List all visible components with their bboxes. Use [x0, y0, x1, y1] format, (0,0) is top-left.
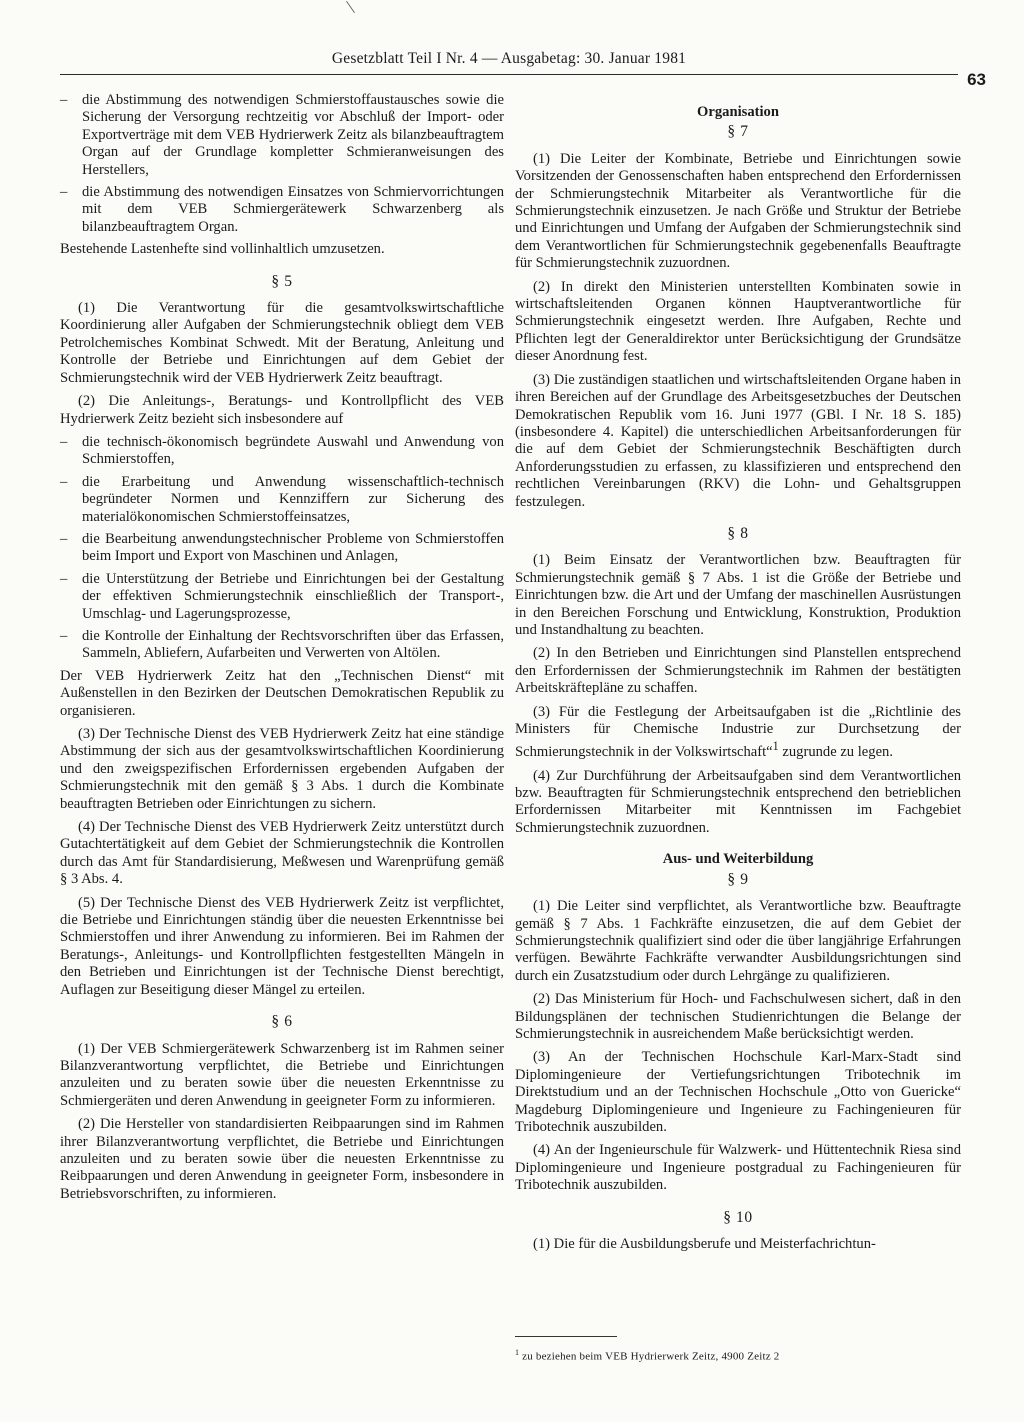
list-item: – die Abstimmung des notwendigen Einsatzes von Schmiervorrichtungen mit dem VEB Schmiergerätewerk Schwarzenberg als bilanzbeauftragtem Organ.	[60, 184, 504, 236]
footnote-marker: 1	[772, 739, 779, 754]
page-number: 63	[967, 70, 986, 89]
list-item: – die Abstimmung des notwendigen Schmierstoffaustausches sowie die Sicherung der Versorgung rechtzeitig vor Abschluß der Import- oder Exportverträge mit dem VEB Hydrierwerk Zeitz als bilanzbeauftragtem Organ auf der Grundlage kompletter Schmieranweisungen des Herstellers,	[60, 92, 504, 179]
header-title: Gesetzblatt Teil I Nr. 4 — Ausgabetag: 30. Januar 1981	[331, 50, 687, 67]
section-heading: § 7	[727, 123, 749, 141]
list-item: – die technisch-ökonomisch begründete Auswahl und Anwendung von Schmierstoffen,	[60, 434, 504, 469]
list-item: – die Bearbeitung anwendungstechnischer Probleme von Schmierstoffen beim Import und Export von Maschinen und Anlagen,	[60, 531, 504, 566]
paragraph: (2) Das Ministerium für Hoch- und Fachschulwesen sichert, daß in den Bildungsplänen der technischen Studienrichtungen die Belange der Schmierungstechnik in ausreichendem Maße berücksichtigt werden.	[515, 991, 961, 1042]
section-heading: § 9	[727, 870, 749, 888]
paragraph: Der VEB Hydrierwerk Zeitz hat den „Technischen Dienst“ mit Außenstellen in den Bezirken der Deutschen Demokratischen Republik zu organisieren.	[60, 667, 504, 719]
paragraph: (4) Der Technische Dienst des VEB Hydrierwerk Zeitz unterstützt durch Gutachtertätigkeit auf dem Gebiet der Schmierungstechnik die Kontrollen durch das Amt für Standardisierung, Meßwesen und Warenprüfung gemäß § 3 Abs. 4.	[60, 819, 504, 888]
scan-mark	[346, 1, 355, 13]
chapter-heading: Aus- und Weiterbildung	[662, 851, 814, 868]
paragraph: (1) Die Verantwortung für die gesamtvolkswirtschaftliche Koordinierung aller Aufgaben der Schmierungstechnik obliegt dem VEB Petrolchemisches Kombinat Schwedt. Mit der Beratung, Anleitung und Kontrolle der Betriebe und Einrichtungen auf dem Gebiet der Schmierungstechnik wird der VEB Hydrierwerk Zeitz beauftragt.	[60, 300, 504, 386]
list-item: – die Erarbeitung und Anwendung wissenschaftlich-technisch begründeter Normen und Kennziffern zur Sicherung des materialökonomischen Schmierstoffeinsatzes,	[60, 474, 504, 526]
paragraph-text: zugrunde zu legen.	[778, 744, 894, 761]
paragraph: (3) Der Technische Dienst des VEB Hydrierwerk Zeitz hat eine ständige Abstimmung der sich aus der gesamtvolkswirtschaftlichen Koordinierung und den zweigspezifischen Erfordernissen ergebenden Aufgaben der Schmierungstechnik mit den gemäß § 3 Abs. 1 durch die Kombinate beauftragten Betrieben oder Einrichtungen zu sichern.	[60, 726, 504, 812]
paragraph: (2) Die Hersteller von standardisierten Reibpaarungen sind im Rahmen ihrer Bilanzverantwortung verpflichtet, die Betriebe und Einrichtungen anzuleiten und zu beraten sowie über die neuesten Erkenntnisse zu Reibpaarungen und deren Anwendung in geeigneter Form, insbesondere in Betriebsvorschriften, zu informieren.	[60, 1116, 504, 1202]
paragraph: (1) Der VEB Schmiergerätewerk Schwarzenberg ist im Rahmen seiner Bilanzverantwortung verpflichtet, die Betriebe und Einrichtungen anzuleiten und zu beraten sowie über die neuesten Erkenntnisse zu Schmiergeräten und deren Anwendung in geeigneter Form zu informieren.	[60, 1040, 504, 1109]
footnote-text: zu beziehen beim VEB Hydrierwerk Zeitz, 4900 Zeitz 2	[519, 1350, 780, 1363]
list-item: – die Kontrolle der Einhaltung der Rechtsvorschriften über das Erfassen, Sammeln, Abliefern, Aufarbeiten und Verwerten von Altölen.	[60, 628, 504, 663]
paragraph: (1) Die für die Ausbildungsberufe und Meisterfachrichtun-	[533, 1236, 876, 1253]
paragraph: (3) An der Technischen Hochschule Karl-Marx-Stadt sind Diplomingenieure der Vertiefungsrichtungen Tribotechnik im Direktstudium und an der Technischen Hochschule „Otto von Guericke“ Magdeburg Diplomingenieure und Ingenieure zu Fachingenieuren für Tribotechnik auszubilden.	[515, 1049, 961, 1135]
paragraph-text: (3) Für die Festlegung der Arbeitsaufgaben ist die „Richtlinie des Ministers für Chemische Industrie zur Durchsetzung der Schmierungstechnik in der Volkswirtschaft“	[515, 703, 961, 761]
paragraph: (2) Die Anleitungs-, Beratungs- und Kontrollpflicht des VEB Hydrierwerk Zeitz bezieht sich insbesondere auf	[60, 393, 504, 427]
footnote	[515, 1348, 955, 1363]
list-item: – die Unterstützung der Betriebe und Einrichtungen bei der Gestaltung der effektiven Schmierungstechnik einschließlich der Transport-, Umschlag- und Lagerungsprozesse,	[60, 571, 504, 623]
right-column	[515, 104, 961, 1259]
paragraph: (2) In direkt den Ministerien unterstellten Kombinaten sowie in wirtschaftsleitenden Organen können Hauptverantwortliche für Schmierungstechnik eingesetzt werden. Ihre Aufgaben, Rechte und Pflichten legt der Generaldirektor unter Berücksichtigung der Grundsätze dieser Anordnung fest.	[515, 278, 961, 365]
section-heading: § 6	[271, 1013, 293, 1031]
paragraph: (4) Zur Durchführung der Arbeitsaufgaben sind dem Verantwortlichen bzw. Beauftragten für Schmierungstechnik entsprechend den betrieblichen Erfordernissen Mitarbeiter mit Kenntnissen im Fachgebiet Schmierungstechnik zuzuordnen.	[515, 767, 961, 836]
paragraph	[515, 704, 961, 762]
paragraph: (4) An der Ingenieurschule für Walzwerk- und Hüttentechnik Riesa sind Diplomingenieure und Ingenieure postgradual zu Fachingenieuren für Tribotechnik auszubilden.	[515, 1142, 961, 1194]
section-heading: § 5	[271, 272, 293, 290]
paragraph: (2) In den Betrieben und Einrichtungen sind Planstellen entsprechend den Erfordernissen der Schmierungstechnik im Rahmen der bestätigten Arbeitskräftepläne zu schaffen.	[515, 645, 961, 697]
left-column	[60, 92, 504, 1209]
paragraph: (1) Beim Einsatz der Verantwortlichen bzw. Beauftragten für Schmierungstechnik gemäß § 7 Abs. 1 ist die Größe der Betriebe und Einrichtungen bzw. die Art und der Umfang der maschinellen Ausrüstungen in den Bereichen Forschung und Entwicklung, Konstruktion, Produktion und Instandhaltung zu beachten.	[515, 552, 961, 638]
paragraph: (1) Die Leiter sind verpflichtet, als Verantwortliche bzw. Beauftragte gemäß § 7 Abs. 1 Fachkräfte einzusetzen, die auf dem Gebiet der Schmierungstechnik qualifiziert sind oder die über langjährige Erfahrungen verfügen. Bewährte Fachkräfte verwandter Ausbildungsrichtungen sind durch ein Zusatzstudium oder durch Lehrgänge zu qualifizieren.	[515, 898, 961, 984]
paragraph: Bestehende Lastenhefte sind vollinhaltlich umzusetzen.	[60, 241, 385, 258]
section-heading: § 8	[727, 524, 749, 542]
footnote-divider	[515, 1336, 617, 1337]
paragraph: (5) Der Technische Dienst des VEB Hydrierwerk Zeitz ist verpflichtet, die Betriebe und Einrichtungen ständig über die neuesten Erkenntnisse bei Schmierstoffen und ihrer Anwendung zu informieren. Bei im Rahmen der Beratungs-, Anleitungs- und Kontrollpflichten festgestellten Mängeln in den Betrieben und Einrichtungen ist der Technische Dienst berechtigt, Auflagen zur Beseitigung dieser Mängel zu erteilen.	[60, 894, 504, 998]
chapter-heading: Organisation	[697, 104, 779, 120]
footnote-marker: 1	[515, 1348, 520, 1357]
paragraph: (3) Die zuständigen staatlichen und wirtschaftsleitenden Organe haben in ihren Bereichen auf der Grundlage des Arbeitsgesetzbuches der Deutschen Demokratischen Republik vom 16. Juni 1977 (GBl. I Nr. 18 S. 185) (insbesondere 4. Kapitel) die unterschiedlichen Arbeitsanforderungen für die auf dem Gebiet der Schmierungstechnik Beschäftigten durch Anforderungsstudien zu erfassen, zu klassifizieren und entsprechend den rechtlichen Vereinbarungen (RKV) die Lohn- und Gehaltsgruppen festzulegen.	[515, 371, 961, 510]
page-header	[60, 48, 986, 89]
paragraph: (1) Die Leiter der Kombinate, Betriebe und Einrichtungen sowie Vorsitzenden der Genossenschaften haben entsprechend den Erfordernissen der Schmierungstechnik Mitarbeiter als Verantwortliche für die Schmierungstechnik einzusetzen. Je nach Größe und Struktur der Betriebe und Einrichtungen und Umfang der Aufgaben der Schmierungstechnik sind dem Verantwortlichen für Schmierungstechnik gegebenenfalls Beauftragte für Schmierungstechnik zuzuordnen.	[515, 150, 961, 272]
section-heading: § 10	[723, 1208, 753, 1226]
